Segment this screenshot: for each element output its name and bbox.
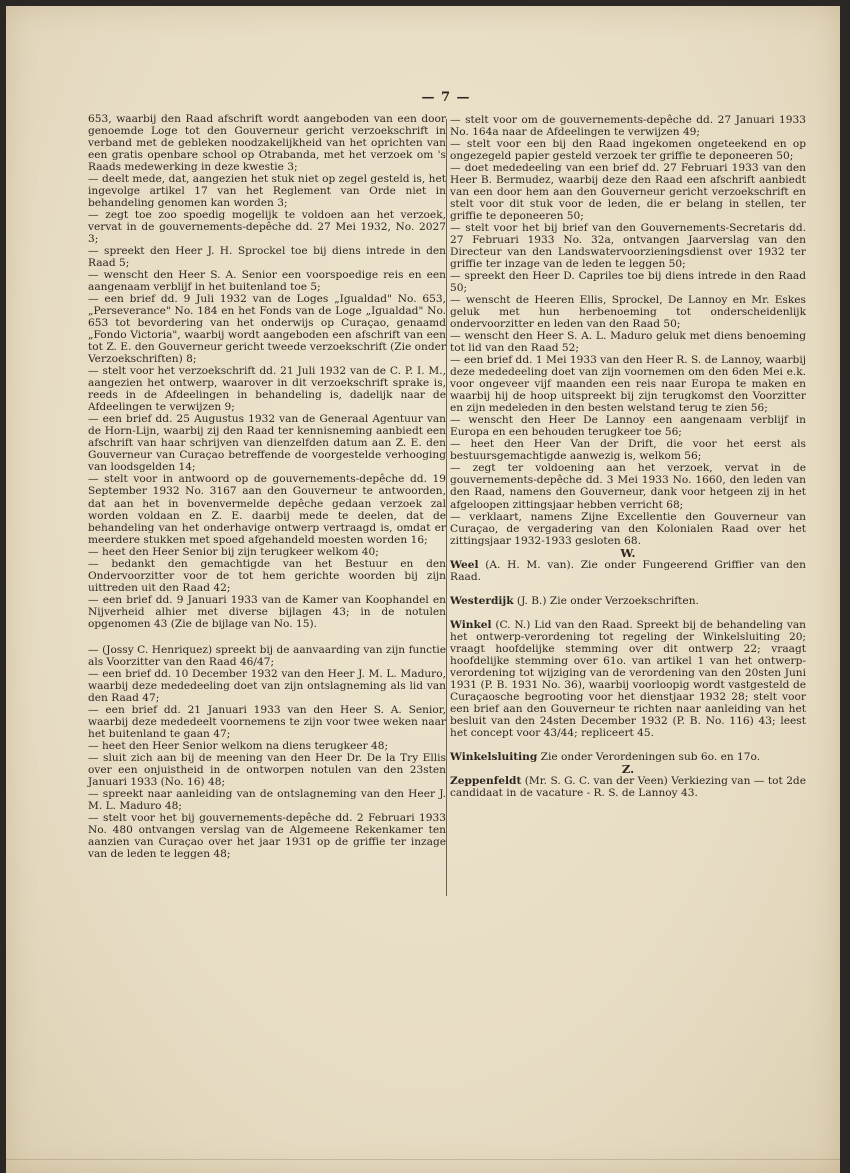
paragraph: 653, waarbij den Raad afschrift wordt aangeboden van een door genoemde Loge tot den Gouverneur gericht verzoekschrift in verband met de gebleken noodzakelijkheid van het oprichten van een gratis openbare school op Otrabanda, met het verzoek om 's Raads medewerking in deze kwestie 3; (88, 113, 446, 174)
paragraph: — wenscht de Heeren Ellis, Sprockel, De Lannoy en Mr. Eskes geluk met hun herbenoeming tot onderscheidenlijk ondervoorzitter en leden van den Raad 50; (450, 294, 806, 331)
paragraph: — stelt voor een bij den Raad ingekomen ongeteekend en op ongezegeld papier gesteld verzoek ter griffie te deponeeren 50; (450, 138, 806, 163)
paragraph: — een brief dd. 1 Mei 1933 van den Heer R. S. de Lannoy, waarbij deze mededeeling doet van zijn voornemen om den 6den Mei e.k. voor ongeveer vijf maanden een reis naar Europa te maken en waarbij hij de hoop uitspreekt bij zijn terugkomst den Voorzitter en zijn medeleden in den besten welstand terug te zien 56; (450, 354, 806, 415)
column-divider (446, 119, 447, 896)
paragraph: — spreekt den Heer D. Capriles toe bij diens intrede in den Raad 50; (450, 270, 806, 295)
paragraph: — een brief dd. 9 Juli 1932 van de Loges „Igualdad" No. 653, „Perseverance" No. 184 en het Fonds van de Loge „Igualdad" No. 653 tot bevordering van het onderwijs op Curaçao, genaamd „Fondo Victoria", waarbij wordt aangeboden een afschrift van een tot Z. E. den Gouverneur gericht tweede verzoekschrift (Zie onder Verzoekschriften) 8; (88, 293, 446, 366)
index-entry (450, 751, 806, 763)
entry-name: Weel (450, 558, 479, 571)
paragraph: — heet den Heer Senior welkom na diens terugkeer 48; (88, 739, 389, 752)
right-column (450, 114, 806, 799)
paragraph: — heet den Heer Senior bij zijn terugkeer welkom 40; (88, 545, 379, 558)
paragraph: — zegt ter voldoening aan het verzoek, vervat in de gouvernements-depêche dd. 3 Mei 1933 No. 1660, den leden van den Raad, namens den Gouverneur, dank voor hetgeen zij in het afgeloopen zittingsjaar hebben verricht 68; (450, 462, 806, 511)
entry-name: Winkel (450, 618, 492, 631)
left-column (88, 113, 446, 860)
entry-name: Zeppenfeldt (450, 774, 522, 787)
entry-name: Westerdijk (450, 594, 514, 607)
paragraph: — zegt toe zoo spoedig mogelijk te voldoen aan het verzoek, vervat in de gouvernements-depêche dd. 27 Mei 1932, No. 2027 3; (88, 209, 446, 246)
paragraph: — stelt voor het bij brief van den Gouvernements-Secretaris dd. 27 Februari 1933 No. 32a, ontvangen Jaarverslag van den Directeur van den Landswatervoorzieningsdienst over 1932 ter griffie ter inzage van de leden te leggen 50; (450, 222, 806, 271)
paragraph: — spreekt den Heer J. H. Sprockel toe bij diens intrede in den Raad 5; (88, 245, 446, 270)
paragraph: — stelt voor het verzoekschrift dd. 21 Juli 1932 van de C. P. I. M., aangezien het ontwerp, waarover in dit verzoekschrift sprake is, reeds in de Afdeelingen in behandeling is, dadelijk naar de Afdeelingen te verwijzen 9; (88, 365, 446, 414)
paragraph: — heet den Heer Van der Drift, die voor het eerst als bestuursgemachtigde aanwezig is, welkom 56; (450, 438, 806, 463)
paragraph: — sluit zich aan bij de meening van den Heer Dr. De la Try Ellis over een onjuistheid in de ontworpen notulen van den 23sten Januari 1933 (No. 16) 48; (88, 751, 446, 788)
spacer (88, 630, 446, 644)
entry-text: (C. N.) Lid van den Raad. Spreekt bij de behandeling van het ontwerp-verordening tot regeling der Winkelsluiting 20; vraagt hoofdelijke stemming over dit ontwerp 22; vraagt hoofdelijke stemming over 61o. van artikel 1 van het ontwerp-verordening tot wijziging van de verordening van den 20sten Juni 1931 (P. B. 1931 No. 36), waarbij voorloopig wordt vastgesteld de Curaçaosche begrooting voor het dienstjaar 1932 28; stelt voor een brief aan den Gouverneur te richten naar aanleiding van het besluit van den 24sten December 1932 (P. B. No. 116) 43; leest het concept voor 43/44; repliceert 45. (450, 618, 806, 739)
entry-text: (A. H. M. van). Zie onder Fungeerend Griffier van den Raad. (450, 558, 806, 583)
paragraph: — stelt voor het bij gouvernements-depêche dd. 2 Februari 1933 No. 480 ontvangen verslag van de Algemeene Rekenkamer ten aanzien van Curaçao over het jaar 1931 op de griffie ter inzage van de leden te leggen 48; (88, 811, 446, 860)
entry-name: Winkelsluiting (450, 750, 538, 763)
document-page (6, 6, 840, 1173)
paragraph: — deelt mede, dat, aangezien het stuk niet op zegel gesteld is, het ingevolge artikel 17 van het Reglement van Orde niet in behandeling genomen kan worden 3; (88, 173, 446, 210)
paragraph: — verklaart, namens Zijne Excellentie den Gouverneur van Curaçao, de vergadering van den Kolonialen Raad over het zittingsjaar 1932-1933 gesloten 68. (450, 510, 806, 547)
paragraph: — een brief dd. 25 Augustus 1932 van de Generaal Agentuur van de Horn-Lijn, waarbij zij den Raad ter kennisneming aanbiedt een afschrift van haar schrijven van dienzelfden datum aan Z. E. den Gouverneur van Curaçao betreffende de voorgestelde verhooging van loodsgelden 14; (88, 413, 446, 474)
paragraph: — wenscht den Heer S. A. L. Maduro geluk met diens benoeming tot lid van den Raad 52; (450, 330, 806, 355)
index-entry (450, 619, 806, 739)
entry-text: Zie onder Verordeningen sub 6o. en 17o. (537, 750, 761, 763)
paragraph: — een brief dd. 9 Januari 1933 van de Kamer van Koophandel en Nijverheid alhier met diverse bijlagen 43; in de notulen opgenomen 43 (Zie de bijlage van No. 15). (88, 593, 446, 630)
paragraph: — wenscht den Heer S. A. Senior een voorspoedige reis en een aangenaam verblijf in het buitenland toe 5; (88, 269, 446, 294)
section-letter-z: Z. (621, 761, 635, 776)
paragraph: — stelt voor om de gouvernements-depêche dd. 27 Januari 1933 No. 164a naar de Afdeelingen te verwijzen 49; (450, 114, 806, 139)
entry-text: (J. B.) Zie onder Verzoekschriften. (513, 594, 699, 607)
index-entry (450, 775, 806, 799)
section-letter-w: W. (620, 545, 636, 560)
paragraph: — bedankt den gemachtigde van het Bestuur en den Ondervoorzitter voor de tot hem gerichte woorden bij zijn uittreden uit den Raad 42; (88, 557, 446, 594)
index-entry (450, 559, 806, 583)
paragraph: — spreekt naar aanleiding van de ontslagneming van den Heer J. M. L. Maduro 48; (88, 787, 446, 812)
paragraph: — een brief dd. 21 Januari 1933 van den Heer S. A. Senior, waarbij deze mededeelt voornemens te zijn voor twee weken naar het buitenland te gaan 47; (88, 703, 446, 740)
paper-fold-line (6, 1159, 840, 1160)
index-entry (450, 595, 806, 607)
paragraph: — een brief dd. 10 December 1932 van den Heer J. M. L. Maduro, waarbij deze mededeeling doet van zijn ontslagneming als lid van den Raad 47; (88, 667, 446, 704)
paragraph: — wenscht den Heer De Lannoy een aangenaam verblijf in Europa en een behouden terugkeer toe 56; (450, 414, 806, 439)
paragraph: — (Jossy C. Henriquez) spreekt bij de aanvaarding van zijn functie als Voorzitter van den Raad 46/47; (88, 643, 446, 668)
entry-text: (Mr. S. G. C. van der Veen) Verkiezing van — tot 2de candidaat in de vacature - R. S. de Lannoy 43. (450, 774, 806, 799)
paragraph: — doet mededeeling van een brief dd. 27 Februari 1933 van den Heer B. Bermudez, waarbij deze den Raad een afschrift aanbiedt van een door hem aan den Gouverneur gericht verzoekschrift en stelt voor dit stuk voor de leden, die er belang in stellen, ter griffie te deponeeren 50; (450, 162, 806, 223)
paragraph: — stelt voor in antwoord op de gouvernements-depêche dd. 19 September 1932 No. 3167 aan den Gouverneur te antwoorden, dat aan het in bovenvermelde depêche gedaan verzoek zal worden voldaan en Z. E. daarbij mede te deelen, dat de behandeling van het onderhavige ontwerp vertraagd is, omdat er meerdere stukken met spoed afgehandeld moesten worden 16; (88, 473, 446, 546)
page-number: — 7 — (421, 90, 471, 105)
